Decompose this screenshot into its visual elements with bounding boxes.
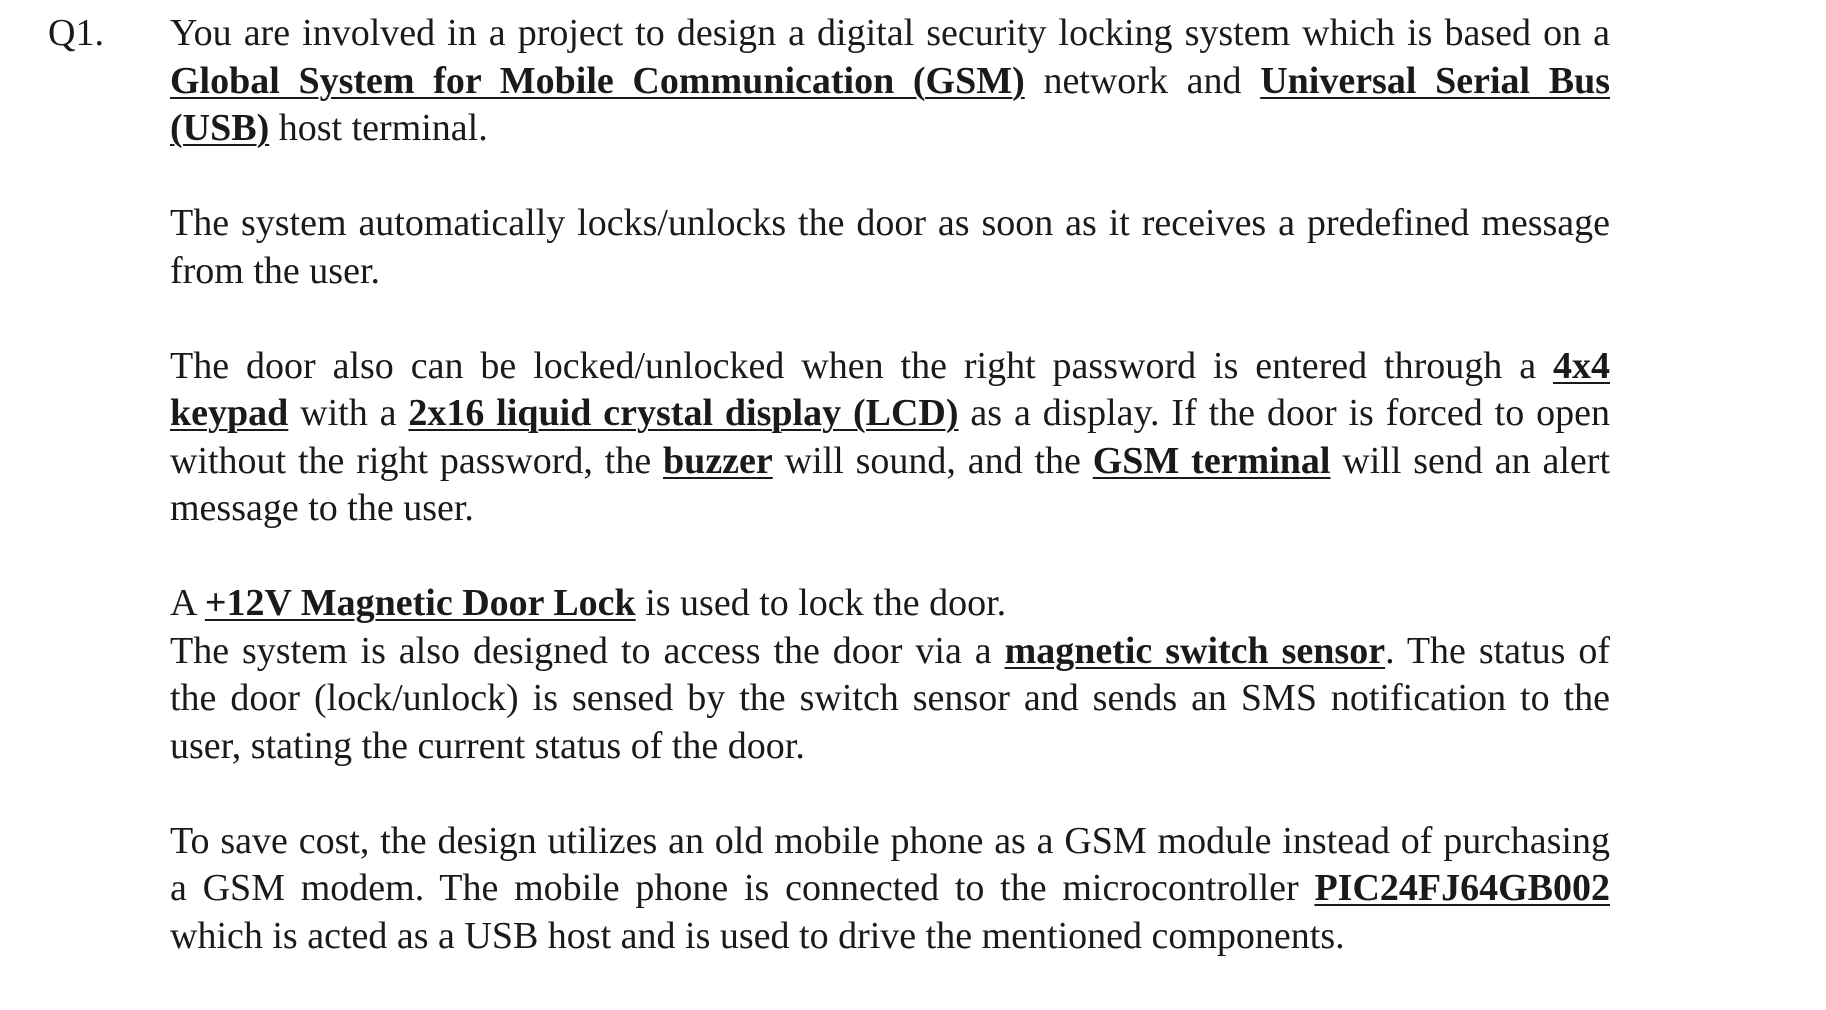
paragraph-text: To save cost, the design utilizes an old mobile phone as a GSM module instead of purchasing a GSM modem. The mobile phone is connected to the microcontroller	[170, 819, 1610, 909]
paragraph-text: . The status of the door (lock/unlock) is sensed by the switch sensor and sends an SMS notification to the user, stating the current status of the door.	[170, 629, 1610, 767]
paragraph-text: with a	[288, 392, 409, 434]
key-term: +12V Magnetic Door Lock	[204, 582, 636, 624]
paragraph-text: network and	[1024, 59, 1261, 102]
key-term: PIC24FJ64GB002	[1314, 867, 1610, 909]
paragraph-text: You are involved in a project to design a digital security locking system which is based on a	[170, 12, 1610, 54]
paragraph-auto-lock	[170, 200, 1610, 295]
paragraph-text: The system is also designed to access the door via a	[170, 629, 1005, 672]
paragraph-text: as a display. If the door is forced to open without the right password, the	[170, 392, 1610, 482]
paragraph-lock	[170, 580, 1610, 628]
question-number: Q1.	[48, 12, 104, 54]
key-term: 2x16 liquid crystal display (LCD)	[408, 392, 959, 434]
paragraph-text: The system automatically locks/unlocks the door as soon as it receives a predefined message from the user.	[170, 202, 1610, 292]
paragraph-keypad	[170, 343, 1610, 533]
paragraph-cost	[170, 818, 1610, 961]
paragraph-sensor	[170, 628, 1610, 771]
key-term: Global System for Mobile Communication (GSM)	[170, 59, 1025, 102]
paragraph-text: The door also can be locked/unlocked when the right password is entered through a	[170, 344, 1553, 387]
question-body	[170, 10, 1610, 960]
key-term: Universal Serial Bus (USB)	[170, 59, 1611, 149]
paragraph-text: host terminal.	[269, 107, 488, 149]
key-term: 4x4 keypad	[170, 344, 1610, 434]
paragraph-text: will sound, and the	[772, 439, 1093, 482]
key-term: GSM terminal	[1092, 439, 1331, 482]
key-term: magnetic switch sensor	[1004, 629, 1386, 672]
paragraph-text: will send an alert message to the user.	[170, 439, 1610, 529]
paragraph-text: which is acted as a USB host and is used to drive the mentioned components.	[170, 914, 1345, 957]
key-term: buzzer	[663, 439, 773, 482]
paragraph-text: A	[170, 582, 205, 624]
paragraph-text: is used to lock the door.	[635, 582, 1007, 624]
paragraph-intro	[170, 10, 1610, 153]
